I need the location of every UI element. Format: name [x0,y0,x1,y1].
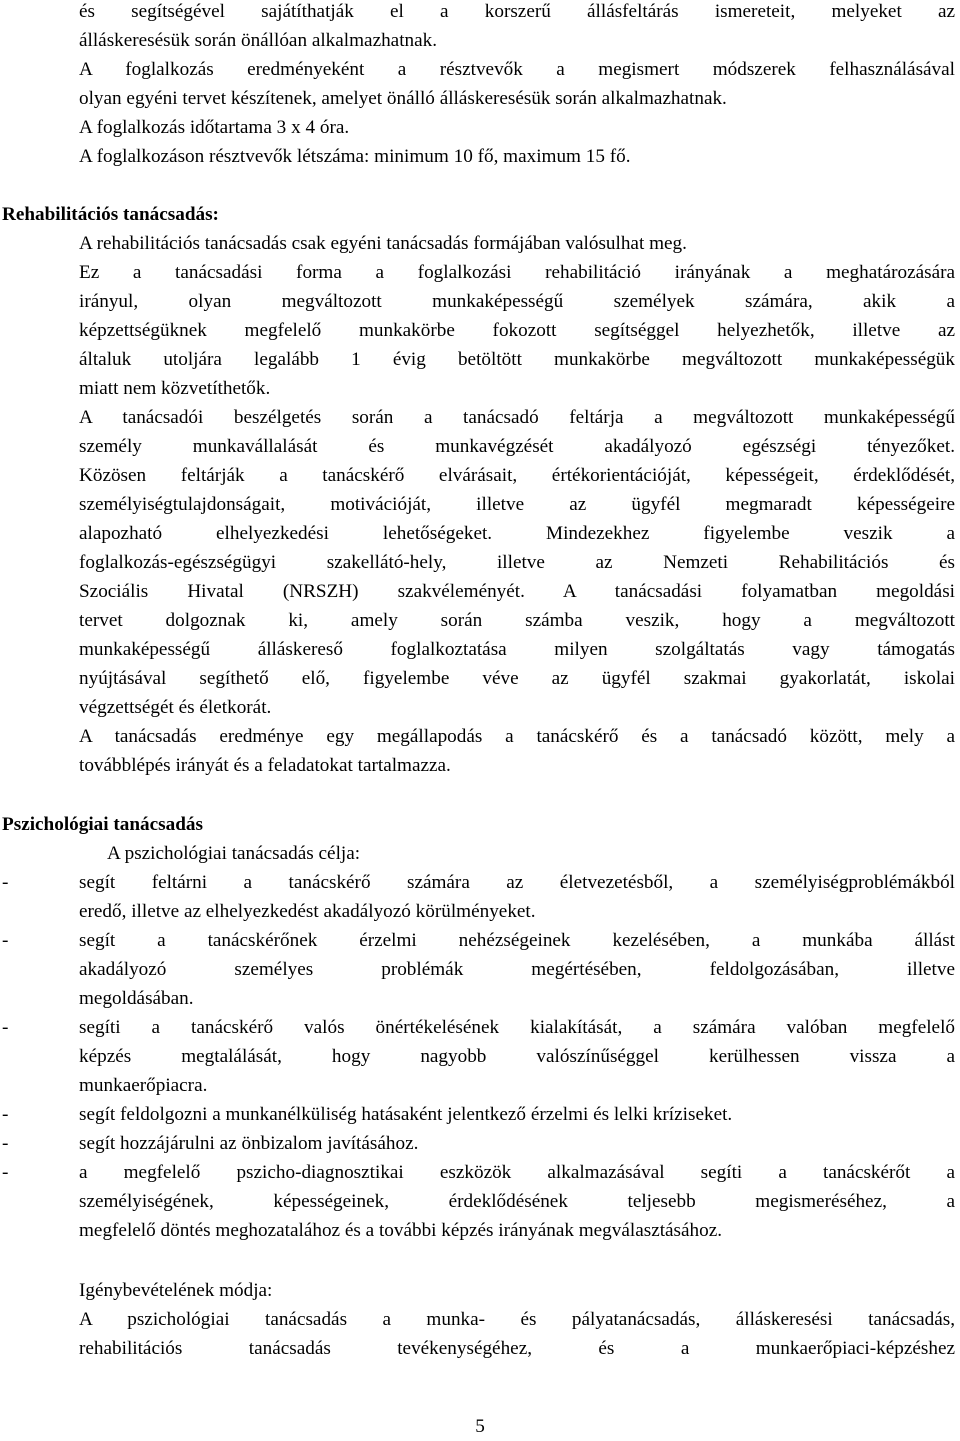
paragraph-line: A tanácsadás eredménye egy megállapodás a tanácskérő és a tanácsadó között, mely a [79,726,955,747]
bullet-dash: - [2,1162,9,1183]
section-heading: Rehabilitációs tanácsadás: [2,204,219,225]
paragraph-line: személyiségtulajdonságait, motivációját, illetve az ügyfél megmaradt képességeire [79,494,955,515]
list-item-line: segít feldolgozni a munkanélküliség hatásaként jelentkező érzelmi és lelki kríziseket. [79,1104,733,1125]
subheading: Igénybevételének módja: [79,1280,273,1301]
paragraph-line: alapozható elhelyezkedési lehetőségeket. Mindezekhez figyelembe veszik a [79,523,955,544]
paragraph-line: A tanácsadói beszélgetés során a tanácsadó feltárja a megváltozott munkaképességű [79,407,955,428]
list-item-line: a megfelelő pszicho-diagnosztikai eszközök alkalmazásával segíti a tanácskérőt a [79,1162,955,1183]
bullet-dash: - [2,1017,9,1038]
paragraph-line: álláskeresésük során önállóan alkalmazhatnak. [79,30,438,51]
paragraph-line: általuk utoljára legalább 1 évig betöltött munkakörbe megváltozott munkaképességük [79,349,955,370]
paragraph-line: olyan egyéni tervet készítenek, amelyet önálló álláskeresésük során alkalmazhatnak. [79,88,727,109]
list-item-line: segít feltárni a tanácskérő számára az életvezetésből, a személyiségproblémákból [79,872,955,893]
paragraph-line: Ez a tanácsadási forma a foglalkozási rehabilitáció irányának a meghatározására [79,262,955,283]
list-item-line: segít a tanácskérőnek érzelmi nehézségeinek kezelésében, a munkába állást [79,930,955,951]
paragraph-line: személy munkavállalását és munkavégzését akadályozó egészségi tényezőket. [79,436,955,457]
list-item-line: képzés megtalálását, hogy nagyobb valószínűséggel kerülhessen vissza a [79,1046,955,1067]
paragraph-line: Közösen feltárják a tanácskérő elvárásait, értékorientációját, képességeit, érdeklődését, [79,465,955,486]
paragraph-line: képzettségüknek megfelelő munkakörbe fokozott segítséggel helyezhetők, illetve az [79,320,955,341]
paragraph-line: tervet dolgoznak ki, amely során számba veszik, hogy a megváltozott [79,610,955,631]
paragraph-line: A foglalkozás időtartama 3 x 4 óra. [79,117,350,138]
paragraph-line: A foglalkozás eredményeként a résztvevők a megismert módszerek felhasználásával [79,59,955,80]
bullet-dash: - [2,930,9,951]
bullet-dash: - [2,1133,9,1154]
paragraph-line: munkaképességű álláskereső foglalkoztatása milyen szolgáltatás vagy támogatás [79,639,955,660]
paragraph-line: irányul, olyan megváltozott munkaképességű személyek számára, akik a [79,291,955,312]
paragraph-line: rehabilitációs tanácsadás tevékenységéhez, és a munkaerőpiaci-képzéshez [79,1338,955,1359]
list-item-line: munkaerőpiacra. [79,1075,208,1096]
section-heading: Pszichológiai tanácsadás [2,814,203,835]
list-item-line: segíti a tanácskérő valós önértékelésének kialakítását, a számára valóban megfelelő [79,1017,955,1038]
list-item-line: eredő, illetve az elhelyezkedést akadályozó körülményeket. [79,901,536,922]
list-item-line: megfelelő döntés meghozatalához és a további képzés irányának megválasztásához. [79,1220,723,1241]
paragraph-line: A rehabilitációs tanácsadás csak egyéni tanácsadás formájában valósulhat meg. [79,233,687,254]
paragraph-line: A pszichológiai tanácsadás a munka- és pályatanácsadás, álláskeresési tanácsadás, [79,1309,955,1330]
bullet-dash: - [2,1104,9,1125]
paragraph-line: A foglalkozáson résztvevők létszáma: minimum 10 fő, maximum 15 fő. [79,146,631,167]
paragraph-line: miatt nem közvetíthetők. [79,378,271,399]
list-item-line: személyiségének, képességeinek, érdeklődésének teljesebb megismeréséhez, a [79,1191,955,1212]
list-item-line: segít hozzájárulni az önbizalom javításához. [79,1133,419,1154]
list-item-line: akadályozó személyes problémák megértésében, feldolgozásában, illetve [79,959,955,980]
list-item-line: megoldásában. [79,988,194,1009]
paragraph-line: és segítségével sajátíthatják el a korszerű állásfeltárás ismereteit, melyeket az [79,1,955,22]
paragraph-line: Szociális Hivatal (NRSZH) szakvéleményét. A tanácsadási folyamatban megoldási [79,581,955,602]
paragraph-line: nyújtásával segíthető elő, figyelembe véve az ügyfél szakmai gyakorlatát, iskolai [79,668,955,689]
paragraph-line: továbblépés irányát és a feladatokat tartalmazza. [79,755,451,776]
bullet-dash: - [2,872,9,893]
page-number: 5 [475,1416,485,1437]
paragraph-line: foglalkozás-egészségügyi szakellátó-hely, illetve az Nemzeti Rehabilitációs és [79,552,955,573]
list-intro: A pszichológiai tanácsadás célja: [107,843,361,864]
paragraph-line: végzettségét és életkorát. [79,697,272,718]
